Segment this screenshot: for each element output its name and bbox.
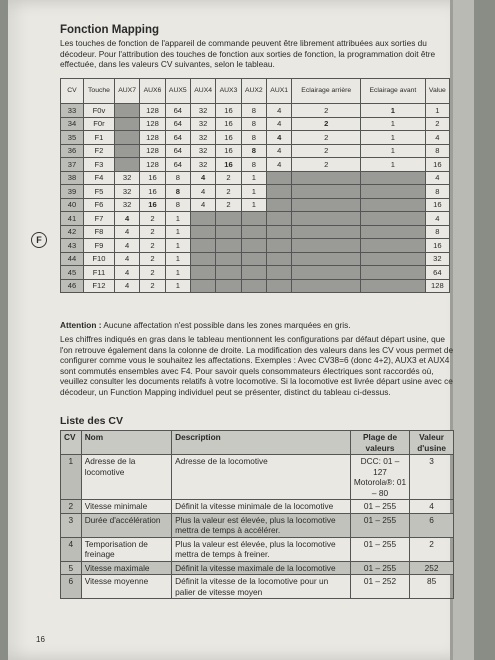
- table-cell: 32: [114, 198, 139, 212]
- table-cell: [114, 158, 139, 172]
- table-cell: [114, 144, 139, 158]
- table-cell: 1: [361, 104, 426, 118]
- table-row: [61, 225, 450, 239]
- table-cell: 1: [165, 225, 190, 239]
- table-cell: [114, 131, 139, 145]
- table-cell: 4: [114, 239, 139, 253]
- table-cell: 45: [61, 266, 84, 280]
- table-row: [61, 239, 450, 253]
- cv-description: Plus la valeur est élevée, plus la locomotive mettra de temps à accélérer.: [172, 513, 351, 537]
- cv-list-title: Liste des CV: [60, 415, 124, 427]
- table-cell: F1: [84, 131, 115, 145]
- cv-number: 2: [61, 500, 82, 514]
- table-cell: F9: [84, 239, 115, 253]
- table-cell: [241, 212, 266, 226]
- table-cell: F11: [84, 266, 115, 280]
- table-row: [61, 575, 454, 599]
- table-cell: 16: [216, 117, 241, 131]
- column-header: Valeur d'usine: [410, 431, 454, 455]
- table-cell: 1: [241, 198, 266, 212]
- table-cell: 64: [165, 131, 190, 145]
- cv-range: 01 – 252: [350, 575, 409, 599]
- table-cell: [292, 185, 361, 199]
- column-header: Eclairage arrière: [292, 79, 361, 104]
- table-cell: [216, 239, 241, 253]
- cv-default: 2: [410, 537, 454, 561]
- table-cell: 1: [425, 104, 449, 118]
- table-cell: F8: [84, 225, 115, 239]
- table-cell: 4: [267, 144, 292, 158]
- table-cell: [361, 266, 426, 280]
- table-cell: [241, 225, 266, 239]
- table-cell: [361, 279, 426, 293]
- table-cell: 64: [165, 104, 190, 118]
- table-cell: 64: [165, 117, 190, 131]
- table-cell: 38: [61, 171, 84, 185]
- cv-default: 3: [410, 455, 454, 500]
- table-cell: 16: [216, 144, 241, 158]
- table-cell: 16: [216, 131, 241, 145]
- table-row: [61, 117, 450, 131]
- cv-default: 6: [410, 513, 454, 537]
- table-cell: 64: [425, 266, 449, 280]
- table-cell: [361, 198, 426, 212]
- cv-name: Vitesse moyenne: [81, 575, 171, 599]
- table-cell: [216, 225, 241, 239]
- table-cell: 2: [216, 198, 241, 212]
- table-cell: [361, 185, 426, 199]
- table-cell: 4: [114, 279, 139, 293]
- table-cell: [216, 266, 241, 280]
- table-cell: 1: [361, 131, 426, 145]
- table-row: [61, 131, 450, 145]
- table-row: [61, 144, 450, 158]
- table-row: [61, 537, 454, 561]
- table-cell: 4: [425, 171, 449, 185]
- table-cell: 37: [61, 158, 84, 172]
- table-cell: 2: [140, 279, 165, 293]
- column-header: AUX3: [216, 79, 241, 104]
- table-cell: 2: [292, 144, 361, 158]
- table-cell: [216, 252, 241, 266]
- table-cell: 4: [425, 212, 449, 226]
- table-cell: 4: [267, 104, 292, 118]
- cv-default: 252: [410, 561, 454, 575]
- table-cell: 35: [61, 131, 84, 145]
- table-row: [61, 455, 454, 500]
- table-cell: 1: [361, 144, 426, 158]
- table-cell: [216, 279, 241, 293]
- cv-name: Adresse de la locomotive: [81, 455, 171, 500]
- language-badge: F: [31, 232, 47, 248]
- cv-description: Adresse de la locomotive: [172, 455, 351, 500]
- table-cell: 16: [425, 158, 449, 172]
- table-cell: 8: [165, 185, 190, 199]
- table-cell: 16: [140, 171, 165, 185]
- cv-name: Durée d'accélération: [81, 513, 171, 537]
- table-cell: F6: [84, 198, 115, 212]
- attention-label: Attention :: [60, 320, 102, 330]
- column-header: AUX2: [241, 79, 266, 104]
- intro-paragraph: Les touches de fonction de l'appareil de commande peuvent être librement attribuées aux sorties du décodeur. Pour l'attribution des touches de fonction aux sorties de fonction, la programmation doit être effectuée, dans les valeurs CV suivantes, selon le tableau.: [60, 38, 436, 69]
- table-cell: F7: [84, 212, 115, 226]
- table-cell: 2: [140, 252, 165, 266]
- table-cell: 4: [114, 212, 139, 226]
- table-cell: 42: [61, 225, 84, 239]
- cv-number: 1: [61, 455, 82, 500]
- table-cell: 32: [190, 117, 215, 131]
- table-cell: 2: [140, 212, 165, 226]
- table-cell: 33: [61, 104, 84, 118]
- cv-name: Temporisation de freinage: [81, 537, 171, 561]
- table-cell: [361, 225, 426, 239]
- table-cell: 1: [241, 171, 266, 185]
- table-cell: 8: [425, 144, 449, 158]
- table-cell: [292, 212, 361, 226]
- table-cell: 2: [425, 117, 449, 131]
- attention-note: [60, 320, 452, 330]
- table-cell: 1: [165, 279, 190, 293]
- table-cell: 4: [114, 252, 139, 266]
- table-cell: 128: [140, 158, 165, 172]
- table-row: [61, 513, 454, 537]
- table-cell: [361, 252, 426, 266]
- table-cell: 1: [361, 158, 426, 172]
- table-cell: 8: [241, 117, 266, 131]
- table-cell: [267, 225, 292, 239]
- column-header: CV: [61, 79, 84, 104]
- table-cell: F5: [84, 185, 115, 199]
- table-cell: 2: [140, 266, 165, 280]
- table-cell: 16: [425, 239, 449, 253]
- table-cell: 8: [165, 171, 190, 185]
- manual-page: [8, 0, 474, 660]
- table-cell: 4: [190, 185, 215, 199]
- section-title: Fonction Mapping: [60, 24, 160, 36]
- table-cell: [241, 252, 266, 266]
- table-cell: 128: [140, 117, 165, 131]
- table-cell: 4: [267, 158, 292, 172]
- table-row: [61, 500, 454, 514]
- cv-number: 5: [61, 561, 82, 575]
- table-cell: [292, 266, 361, 280]
- table-cell: 44: [61, 252, 84, 266]
- table-cell: 8: [165, 198, 190, 212]
- column-header: AUX6: [140, 79, 165, 104]
- table-cell: [241, 266, 266, 280]
- table-cell: 8: [241, 104, 266, 118]
- table-cell: [292, 225, 361, 239]
- column-header: AUX1: [267, 79, 292, 104]
- table-cell: 36: [61, 144, 84, 158]
- table-cell: [292, 239, 361, 253]
- table-cell: 32: [190, 144, 215, 158]
- table-cell: 2: [216, 185, 241, 199]
- body-paragraph: Les chiffres indiqués en gras dans le tableau mentionnent les configurations par défaut départ usine, que l'on retrouve également dans la colonne de droite. La modification des valeurs dans les CV vous permet de configurer comme vous le souhaitez les affectations. Exemples : Avec CV38=6 (donc 4+2), AUX3 et AUX4 sont commutés ensembles avec F4. Pour savoir quels consommateurs électriques sont raccordés où, veuillez consulter les documents relatifs à votre locomotive. Si la locomotive est livrée départ usine avec ce décodeur, un Function Mapping individuel peut se présenter, distinct du tableau ci-dessus.: [60, 334, 454, 397]
- table-cell: 8: [241, 144, 266, 158]
- table-cell: 16: [425, 198, 449, 212]
- table-cell: 2: [292, 117, 361, 131]
- table-cell: 8: [425, 225, 449, 239]
- table-cell: 1: [361, 117, 426, 131]
- table-row: [61, 171, 450, 185]
- table-row: [61, 198, 450, 212]
- cv-range: 01 – 255: [350, 500, 409, 514]
- table-cell: 1: [165, 266, 190, 280]
- table-cell: 4: [190, 171, 215, 185]
- table-cell: 41: [61, 212, 84, 226]
- table-cell: [190, 252, 215, 266]
- table-cell: [267, 252, 292, 266]
- table-cell: 32: [190, 158, 215, 172]
- table-cell: [267, 279, 292, 293]
- table-cell: 4: [425, 131, 449, 145]
- table-cell: [361, 239, 426, 253]
- table-cell: [190, 279, 215, 293]
- table-cell: 2: [292, 104, 361, 118]
- table-row: [61, 561, 454, 575]
- cv-description: Définit la vitesse minimale de la locomotive: [172, 500, 351, 514]
- cv-number: 3: [61, 513, 82, 537]
- table-cell: [292, 198, 361, 212]
- function-mapping-table: [60, 78, 450, 293]
- table-cell: 4: [190, 198, 215, 212]
- table-cell: 16: [140, 185, 165, 199]
- table-cell: 8: [241, 131, 266, 145]
- table-cell: [267, 171, 292, 185]
- cv-number: 6: [61, 575, 82, 599]
- cv-list-table: [60, 430, 454, 599]
- cv-description: Définit la vitesse maximale de la locomotive: [172, 561, 351, 575]
- cv-default: 85: [410, 575, 454, 599]
- table-cell: 2: [292, 131, 361, 145]
- table-cell: 16: [216, 104, 241, 118]
- table-cell: [114, 104, 139, 118]
- table-cell: [292, 279, 361, 293]
- table-cell: 4: [114, 266, 139, 280]
- table-cell: [267, 212, 292, 226]
- table-cell: 128: [140, 144, 165, 158]
- column-header: Eclairage avant: [361, 79, 426, 104]
- table-cell: 4: [267, 131, 292, 145]
- table-cell: [267, 185, 292, 199]
- attention-text: Aucune affectation n'est possible dans les zones marquées en gris.: [101, 320, 351, 330]
- page-number: 16: [36, 635, 45, 644]
- table-cell: 1: [241, 185, 266, 199]
- table-cell: 1: [165, 212, 190, 226]
- table-cell: 2: [140, 225, 165, 239]
- table-cell: [241, 279, 266, 293]
- column-header: Touche: [84, 79, 115, 104]
- cv-name: Vitesse minimale: [81, 500, 171, 514]
- table-cell: F0r: [84, 117, 115, 131]
- table-cell: [190, 266, 215, 280]
- table-cell: 32: [114, 185, 139, 199]
- table-cell: 32: [190, 131, 215, 145]
- table-cell: [114, 117, 139, 131]
- table-cell: 128: [140, 104, 165, 118]
- column-header: Nom: [81, 431, 171, 455]
- table-cell: 32: [114, 171, 139, 185]
- column-header: Value: [425, 79, 449, 104]
- table-cell: 46: [61, 279, 84, 293]
- cv-range: 01 – 255: [350, 537, 409, 561]
- table-cell: F0v: [84, 104, 115, 118]
- table-cell: 2: [216, 171, 241, 185]
- table-cell: 1: [165, 252, 190, 266]
- table-cell: 34: [61, 117, 84, 131]
- next-page-edge: [453, 0, 474, 660]
- table-cell: 39: [61, 185, 84, 199]
- column-header: CV: [61, 431, 82, 455]
- table-cell: F10: [84, 252, 115, 266]
- column-header: AUX4: [190, 79, 215, 104]
- column-header: Plage de valeurs: [350, 431, 409, 455]
- table-cell: F4: [84, 171, 115, 185]
- table-row: [61, 252, 450, 266]
- cv-range: DCC: 01 – 127 Motorola®: 01 – 80: [350, 455, 409, 500]
- table-cell: F12: [84, 279, 115, 293]
- table-cell: [216, 212, 241, 226]
- table-cell: 43: [61, 239, 84, 253]
- table-cell: 32: [190, 104, 215, 118]
- column-header: AUX7: [114, 79, 139, 104]
- table-cell: [292, 171, 361, 185]
- table-cell: 16: [140, 198, 165, 212]
- table-cell: 40: [61, 198, 84, 212]
- table-cell: [267, 198, 292, 212]
- table-row: [61, 266, 450, 280]
- table-cell: 64: [165, 144, 190, 158]
- table-cell: 128: [140, 131, 165, 145]
- table-cell: 4: [267, 117, 292, 131]
- table-cell: 128: [425, 279, 449, 293]
- table-cell: 16: [216, 158, 241, 172]
- column-header: AUX5: [165, 79, 190, 104]
- table-cell: 2: [292, 158, 361, 172]
- table-row: [61, 158, 450, 172]
- table-row: [61, 279, 450, 293]
- table-cell: 8: [425, 185, 449, 199]
- table-cell: 32: [425, 252, 449, 266]
- table-cell: [361, 171, 426, 185]
- table-cell: [241, 239, 266, 253]
- cv-range: 01 – 255: [350, 561, 409, 575]
- cv-number: 4: [61, 537, 82, 561]
- table-row: [61, 104, 450, 118]
- column-header: Description: [172, 431, 351, 455]
- table-cell: 8: [241, 158, 266, 172]
- cv-description: Plus la valeur est élevée, plus la locomotive mettra de temps à freiner.: [172, 537, 351, 561]
- table-cell: [190, 212, 215, 226]
- table-cell: 2: [140, 239, 165, 253]
- table-header-row: [61, 79, 450, 104]
- table-cell: 4: [114, 225, 139, 239]
- cv-name: Vitesse maximale: [81, 561, 171, 575]
- table-cell: 1: [165, 239, 190, 253]
- table-cell: [267, 266, 292, 280]
- table-cell: 64: [165, 158, 190, 172]
- table-cell: [190, 239, 215, 253]
- cv-range: 01 – 255: [350, 513, 409, 537]
- table-cell: [361, 212, 426, 226]
- table-cell: [292, 252, 361, 266]
- table-row: [61, 212, 450, 226]
- cv-description: Définit la vitesse de la locomotive pour un palier de vitesse moyen: [172, 575, 351, 599]
- table-cell: F3: [84, 158, 115, 172]
- table-cell: [190, 225, 215, 239]
- table-cell: F2: [84, 144, 115, 158]
- cv-default: 4: [410, 500, 454, 514]
- table-row: [61, 185, 450, 199]
- table-cell: [267, 239, 292, 253]
- table-header-row: [61, 431, 454, 455]
